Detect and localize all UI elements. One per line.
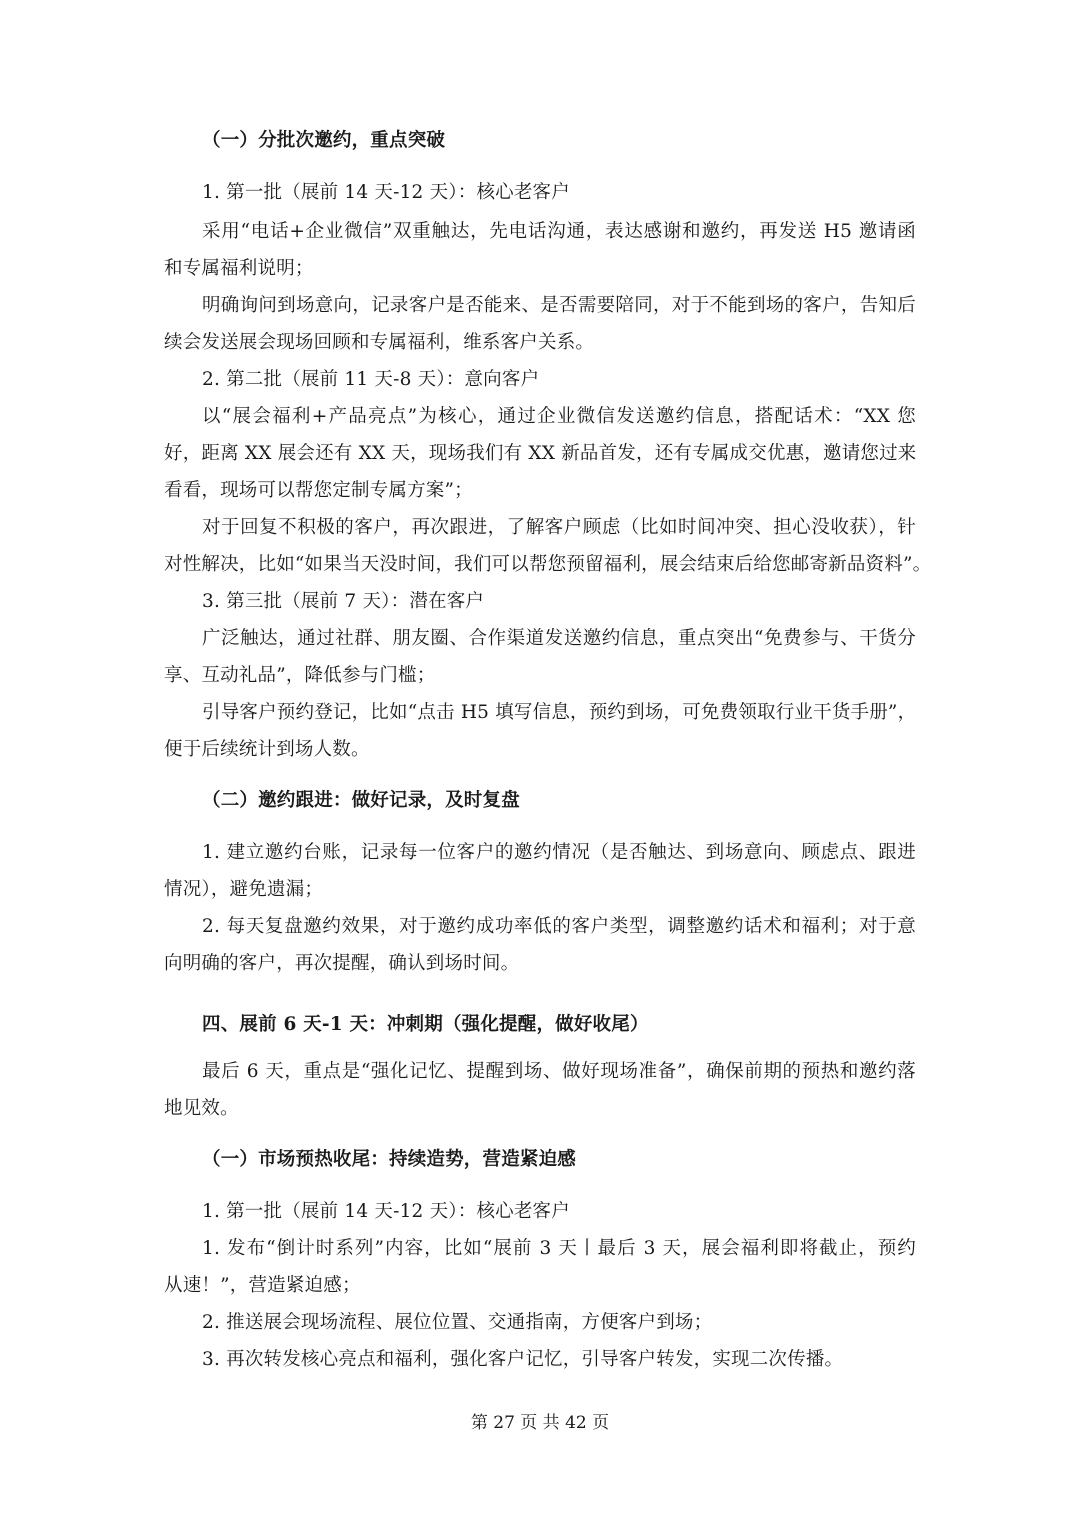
paragraph-line: 对性解决，比如“如果当天没时间，我们可以帮您预留福利，展会结束后给您邮寄新品资料”。 [164, 554, 932, 575]
paragraph-line: 采用“电话+企业微信”双重触达，先电话沟通，表达感谢和邀约，再发送 H5 邀请函 [202, 221, 916, 242]
subheading: 1. 第一批（展前 14 天-12 天）：核心老客户 [202, 182, 570, 203]
paragraph-line: 续会发送展会现场回顾和专属福利，维系客户关系。 [164, 332, 595, 353]
paragraph-line: 对于回复不积极的客户，再次跟进，了解客户顾虑（比如时间冲突、担心没收获），针 [202, 517, 916, 538]
paragraph-line: 好，距离 XX 展会还有 XX 天，现场我们有 XX 新品首发，还有专属成交优惠，邀请您过来 [164, 443, 917, 464]
paragraph-line: 最后 6 天，重点是“强化记忆、提醒到场、做好现场准备”，确保前期的预热和邀约落 [202, 1061, 916, 1082]
paragraph-line: 向明确的客户，再次提醒，确认到场时间。 [164, 953, 520, 974]
paragraph-line: 情况），避免遗漏； [164, 879, 324, 900]
paragraph-line: 看看，现场可以帮您定制专属方案”； [164, 480, 473, 501]
subheading: 1. 第一批（展前 14 天-12 天）：核心老客户 [202, 1201, 570, 1222]
paragraph-line: 引导客户预约登记，比如“点击 H5 填写信息，预约到场，可免费领取行业干货手册”， [202, 702, 917, 723]
paragraph-line: 明确询问到场意向，记录客户是否能来、是否需要陪同，对于不能到场的客户，告知后 [202, 295, 916, 316]
section-heading: （一）市场预热收尾：持续造势，营造紧迫感 [202, 1149, 577, 1170]
paragraph-line: 2. 推送展会现场流程、展位位置、交通指南，方便客户到场； [202, 1312, 713, 1333]
paragraph-line: 以“展会福利+产品亮点”为核心，通过企业微信发送邀约信息，搭配话术：“XX 您 [202, 406, 916, 427]
paragraph-line: 便于后续统计到场人数。 [164, 739, 370, 760]
section-heading: （一）分批次邀约，重点突破 [202, 130, 446, 151]
paragraph-line: 和专属福利说明； [164, 258, 314, 279]
paragraph-line: 1. 建立邀约台账，记录每一位客户的邀约情况（是否触达、到场意向、顾虑点、跟进 [202, 842, 916, 863]
subheading: 3. 第三批（展前 7 天）：潜在客户 [202, 591, 485, 612]
paragraph-line: 地见效。 [164, 1098, 239, 1119]
paragraph-line: 2. 每天复盘邀约效果，对于邀约成功率低的客户类型，调整邀约话术和福利；对于意 [202, 916, 916, 937]
chapter-heading: 四、展前 6 天-1 天：冲刺期（强化提醒，做好收尾） [202, 1014, 649, 1035]
paragraph-line: 享、互动礼品”，降低参与门槛； [164, 665, 436, 686]
subheading: 2. 第二批（展前 11 天-8 天）：意向客户 [202, 369, 540, 390]
paragraph-line: 1. 发布“倒计时系列”内容，比如“展前 3 天丨最后 3 天，展会福利即将截止，预约 [202, 1238, 916, 1259]
page-footer: 第 27 页 共 42 页 [470, 1413, 610, 1433]
paragraph-line: 广泛触达，通过社群、朋友圈、合作渠道发送邀约信息，重点突出“免费参与、干货分 [202, 628, 916, 649]
paragraph-line: 3. 再次转发核心亮点和福利，强化客户记忆，引导客户转发，实现二次传播。 [202, 1349, 844, 1370]
paragraph-line: 从速！”，营造紧迫感； [164, 1275, 361, 1296]
section-heading: （二）邀约跟进：做好记录，及时复盘 [202, 790, 520, 811]
